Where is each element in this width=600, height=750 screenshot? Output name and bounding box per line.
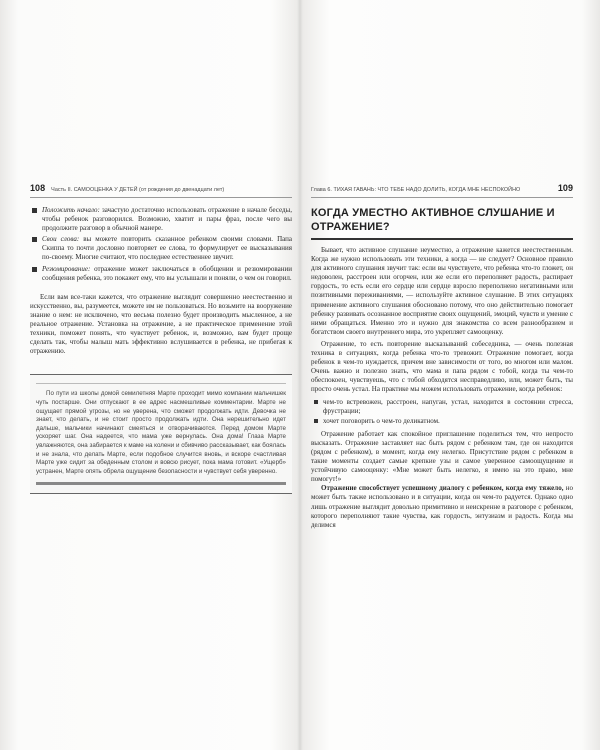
- example-text: По пути из школы домой семилетняя Марте проходит мимо компании мальчишек чуть постарше. Они отпускают в ее адрес насмешливые комментарии. Марте не ощущает прямой угрозы, но не уверена, что сможет продолжать идти. Девочка не знает, что делать, и не стоит просто продолжать идти. Она нерешительно идет дальше, мальчики начинают смеяться и отворачиваются. Перед домом Марте ускоряет шаг. Она надеется, что мама уже вернулась. Она дома! Глаза Марте увлажняются, она забирается к маме на колени и сбивчиво рассказывает, как боялась и не знала, что делать Марте, если подобное случится вновь, и вскоре счастливая Марте уже сидит за обеденным столом и вовсю рисует, пока мама готовит. «Ущерб» устранен, Марте опять обрела ощущение безопасности и чувствует себя уверенно.: [36, 390, 286, 475]
- heading-rule: [311, 238, 573, 240]
- body-paragraph: [311, 484, 573, 529]
- list-item-text: хочет поговорить о чем-то деликатном.: [323, 416, 440, 425]
- paragraph-rest: но может быть также использовано и в ситуации, когда он чем-то радуется. Однако одно лишь отражение выглядит довольно примитивно и неискренне в разговоре с ребенком, которого переполняют такие чувства, как гордость, энтузиазм и радость. Когда мы делимся: [311, 484, 573, 529]
- bullet-text: зачастую достаточно использовать отражение в начале беседы, чтобы ребенок разговорился. Возможно, хватит и пары фраз, после чего вы продолжите разговор в обычной манере.: [42, 206, 292, 233]
- square-bullet-icon: [314, 400, 318, 404]
- right-page: [311, 183, 573, 530]
- square-bullet-icon: [314, 419, 318, 423]
- bullet-text: вы можете повторить сказанное ребенком своими словами. Папа Скиппа то почти дословно повторяет ее слова, то формулирует ее высказывания по-своему. Многие считают, что последнее естественнее звучит.: [42, 235, 292, 262]
- left-page: [30, 183, 292, 494]
- list-item: [30, 265, 292, 283]
- list-item: [311, 398, 573, 416]
- left-running-head: [30, 183, 292, 198]
- technique-list: [30, 206, 292, 283]
- box-top-rule: [36, 383, 286, 384]
- body-paragraph: Если вам все-таки кажется, что отражение выглядит совершенно неестественно и искусственно, вы, разумеется, можете им не пользоваться. Но возьмите на вооружение знание о нем: не исключено, что весьма полезно будет производить мысленное, а не реальное отражение. Установка на отражение, а не практическое применение этой техники, поможет понять, что чувствует ребенок, и, возможно, вам будет проще сделать так, чтобы малыш мать эффективно вслушивается в ребенка, не прибегая к отражению.: [30, 292, 292, 356]
- right-running-title: Глава 6. ТИХАЯ ГАВАНЬ: ЧТО ТЕБЕ НАДО ДОЛИТЬ, КОГДА МНЕ НЕСПОКОЙНО: [311, 187, 521, 193]
- left-page-number: 108: [30, 183, 46, 193]
- body-paragraph: Отражение, то есть повторение высказываний собеседника, — очень полезная техника в ситуациях, когда ребенка что-то тревожит. Отражение помогает, когда ребенок в чем-то нуждается, причем вне зависимости от того, во многом или малом. Очень важно и полезно знать, что мама и папа рядом с тобой, когда ты чем-то обеспокоен, чувствуешь, что с тобой обходятся несправедливо, или, может быть, ты просто очень устал. На практике мы можем использовать отражение, когда ребенок:: [311, 339, 573, 394]
- bullet-lead: Положить начало:: [42, 206, 100, 214]
- left-running-title: Часть II. САМООЦЕНКА У ДЕТЕЙ (от рождения до двенадцати лет): [51, 187, 225, 193]
- list-item-text: чем-то встревожен, расстроен, напуган, устал, находится в состоянии стресса, фрустрации;: [323, 397, 573, 415]
- body-paragraph: Бывает, что активное слушание неуместно, а отражение кажется неестественным. Когда же нужно использовать эти техники, а когда — не следует? Основное правило для активного слушания звучит так: если вы чувствуете, что ребенка что-то гложет, он недоволен, расстроен или огорчен, или же если его переполняет радость, распирает гордость, то есть если его сердце или сердце взросло переполнено негативными или позитивными переживаниями, — используйте активное слушание. В этих ситуациях применение активного слушания обосновано потому, что оно действительно помогает ребенку развивать осознанное восприятие своих ощущений, эмоций, чувств и умение с ними обращаться. Именно это и нужно для знакомства со всем разнообразием и богатством своего внутреннего мира, это укрепляет самооценку.: [311, 246, 573, 336]
- square-bullet-icon: [32, 237, 37, 242]
- example-box: [30, 374, 292, 494]
- bullet-lead: Резюмирование:: [42, 264, 91, 273]
- bullet-lead: Свои слова:: [42, 235, 80, 244]
- right-running-head: [311, 183, 573, 198]
- square-bullet-icon: [32, 208, 37, 213]
- list-item: [30, 206, 292, 233]
- list-item: [311, 417, 573, 426]
- box-bottom-rule: [36, 482, 286, 485]
- emphasis-text: Отражение способствует успешному диалогу с ребенком, когда ему тяжело,: [321, 484, 564, 493]
- child-state-list: [311, 398, 573, 426]
- right-page-number: 109: [557, 183, 573, 193]
- section-heading: КОГДА УМЕСТНО АКТИВНОЕ СЛУШАНИЕ И ОТРАЖЕНИЕ?: [311, 207, 555, 233]
- body-paragraph: Отражение работает как спокойное приглашение поделиться тем, что непросто высказать. Отражение заставляет нас быть рядом с ребенком там, где он находится (рядом с ребенком), в момент, когда ему нелегко. Присутствие рядом с ребенком в такие моменты создает самые крепкие узы и самое уверенное самоощущение и устойчивую самооценку: «Мне может быть нелегко, я имею на это право, мне помогут!»: [311, 429, 573, 484]
- square-bullet-icon: [32, 267, 37, 272]
- list-item: [30, 235, 292, 262]
- bullet-text: отражение может заключаться в обобщении и резюмировании сообщения ребенка, это покажет ему, что вы услышали и поняли, о чем он говорил.: [42, 264, 292, 282]
